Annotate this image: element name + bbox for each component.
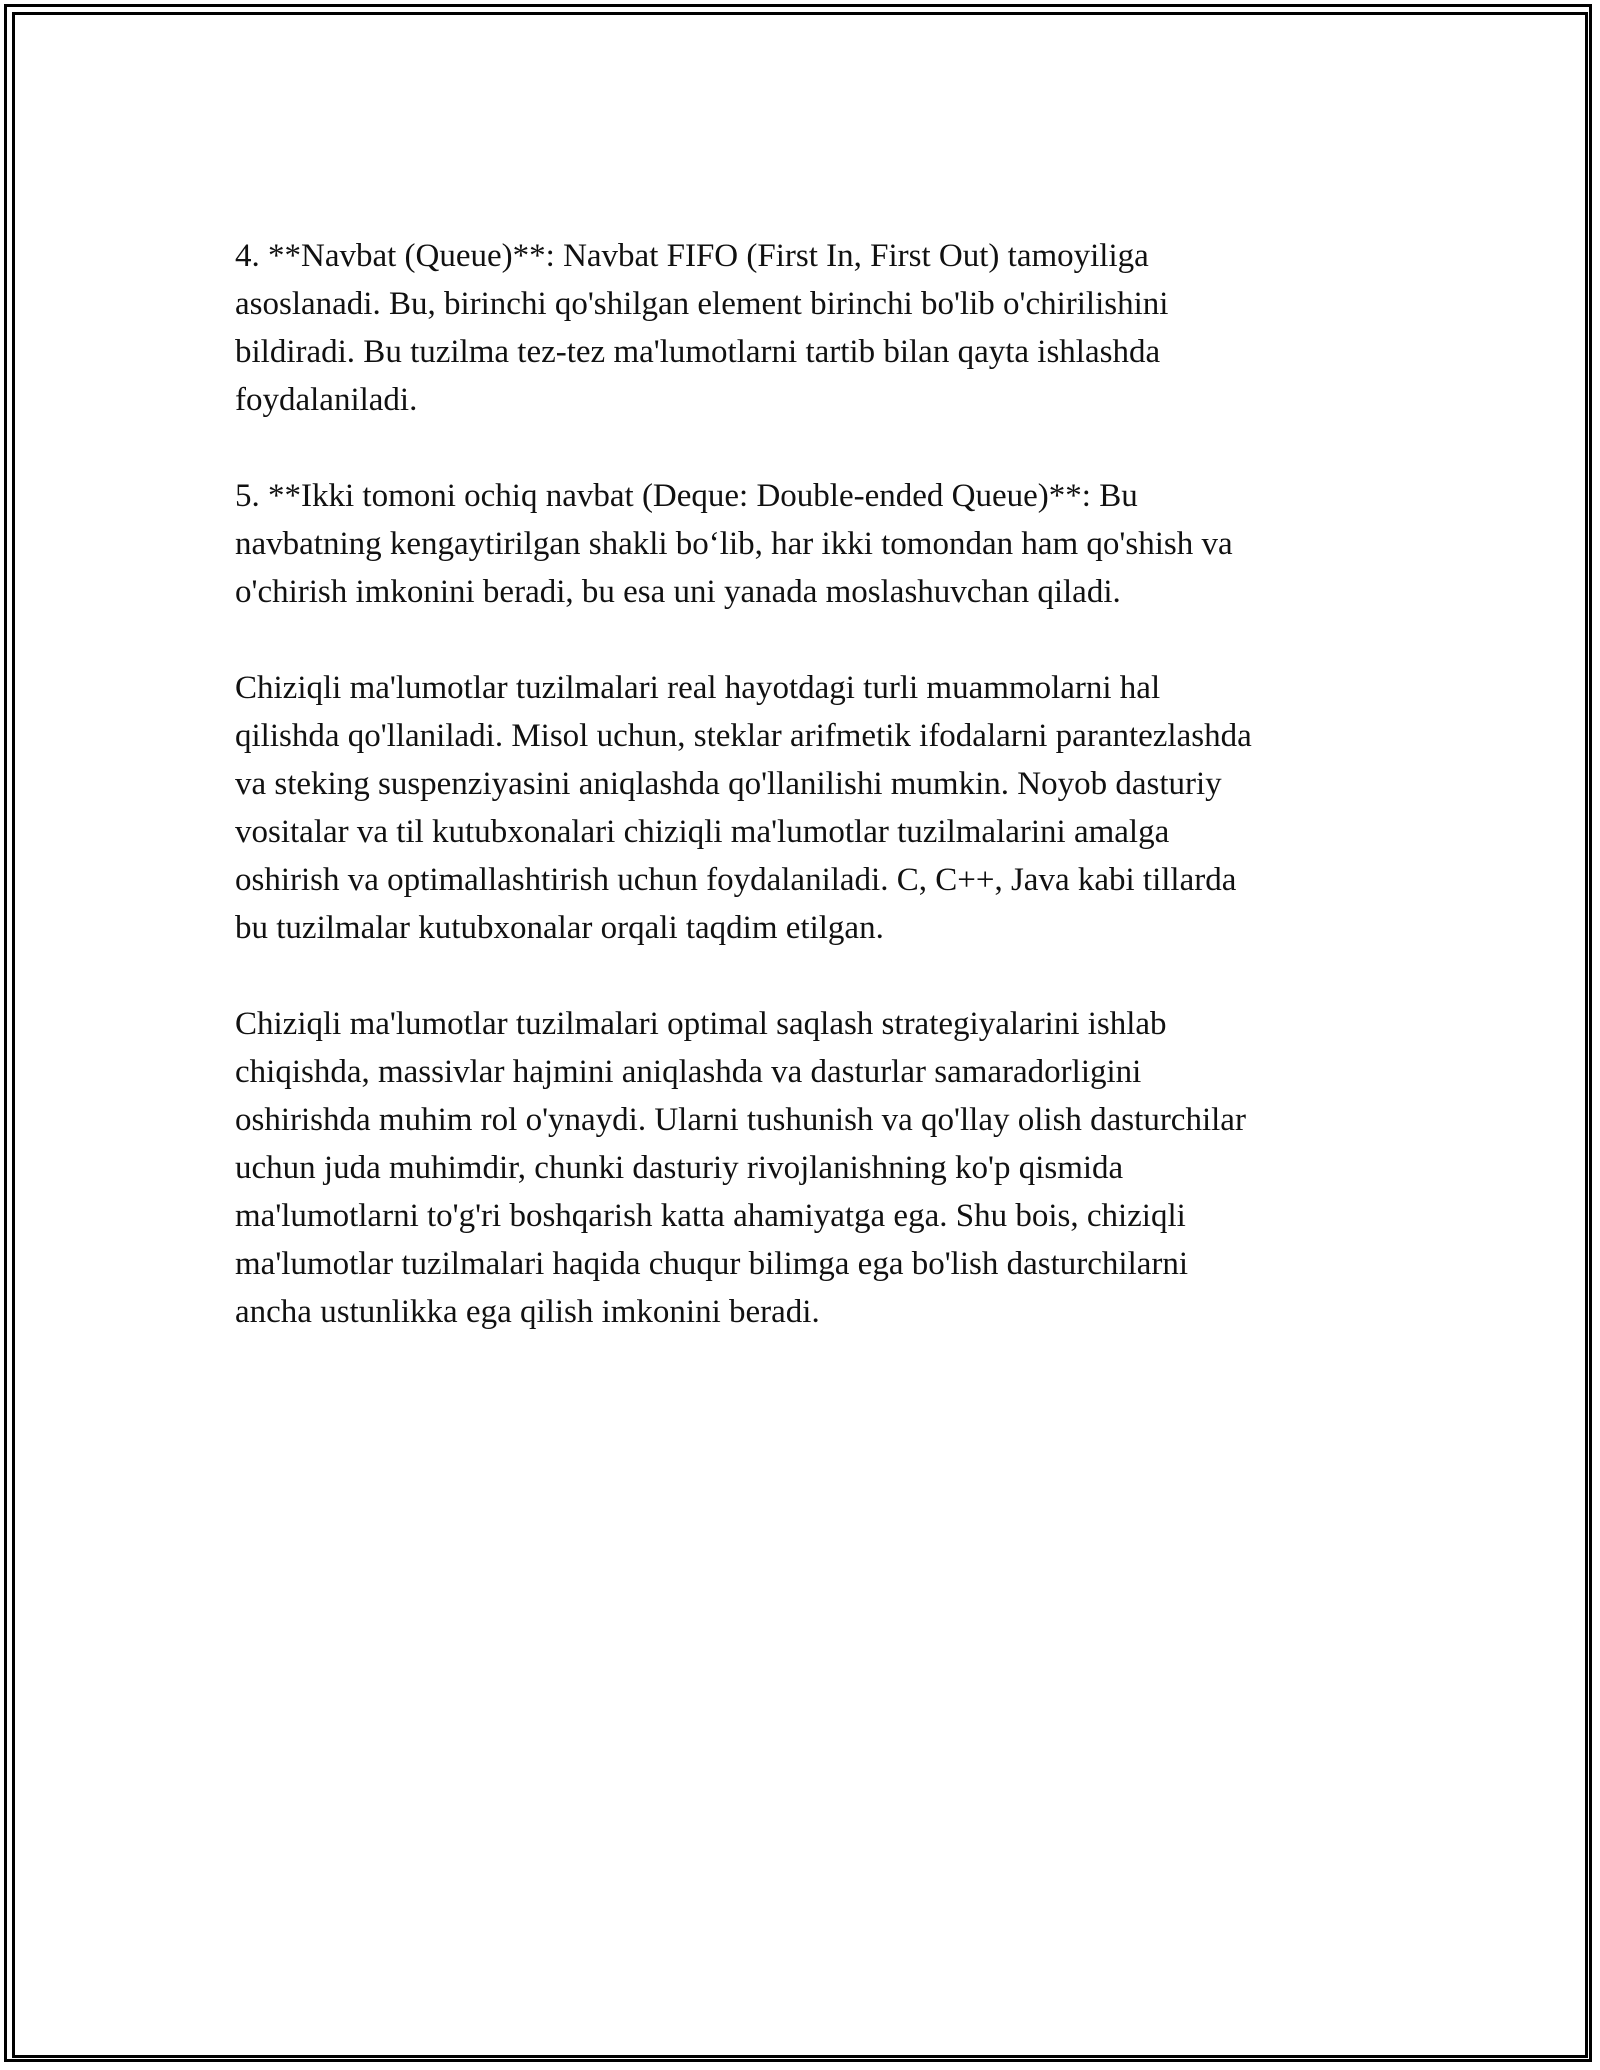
paragraph-applications: Chiziqli ma'lumotlar tuzilmalari real hayotdagi turli muammolarni hal qilishda qo'llaniladi. Misol uchun, steklar arifmetik ifodalarni parantezlashda va steking suspenziyasini aniqlashda qo'llanilishi mumkin. Noyob dasturiy vositalar va til kutubxonalari chiziqli ma'lumotlar tuzilmalarini amalga oshirish va optimallashtirish uchun foydalaniladi. C, C++, Java kabi tillarda bu tuzilmalar kutubxonalar orqali taqdim etilgan. <box>235 670 1252 946</box>
paragraph-queue: 4. **Navbat (Queue)**: Navbat FIFO (First In, First Out) tamoyiliga asoslanadi. Bu, birinchi qo'shilgan element birinchi bo'lib o'chirilishini bildiradi. Bu tuzilma tez-tez ma'lumotlarni tartib bilan qayta ishlashda foydalaniladi. <box>235 238 1169 418</box>
paragraph-importance: Chiziqli ma'lumotlar tuzilmalari optimal saqlash strategiyalarini ishlab chiqishda, massivlar hajmini aniqlashda va dasturlar samaradorligini oshirishda muhim rol o'ynaydi. Ularni tushunish va qo'llay olish dasturchilar uchun juda muhimdir, chunki dasturiy rivojlanishning ko'p qismida ma'lumotlarni to'g'ri boshqarish katta ahamiyatga ega. Shu bois, chiziqli ma'lumotlar tuzilmalari haqida chuqur bilimga ega bo'lish dasturchilarni ancha ustunlikka ega qilish imkonini beradi. <box>235 1006 1246 1330</box>
paragraph-deque: 5. **Ikki tomoni ochiq navbat (Deque: Double-ended Queue)**: Bu navbatning kengaytirilgan shakli bo‘lib, har ikki tomondan ham qo'shish va o'chirish imkonini beradi, bu esa uni yanada moslashuvchan qiladi. <box>235 478 1233 610</box>
document-body <box>235 232 1385 1384</box>
